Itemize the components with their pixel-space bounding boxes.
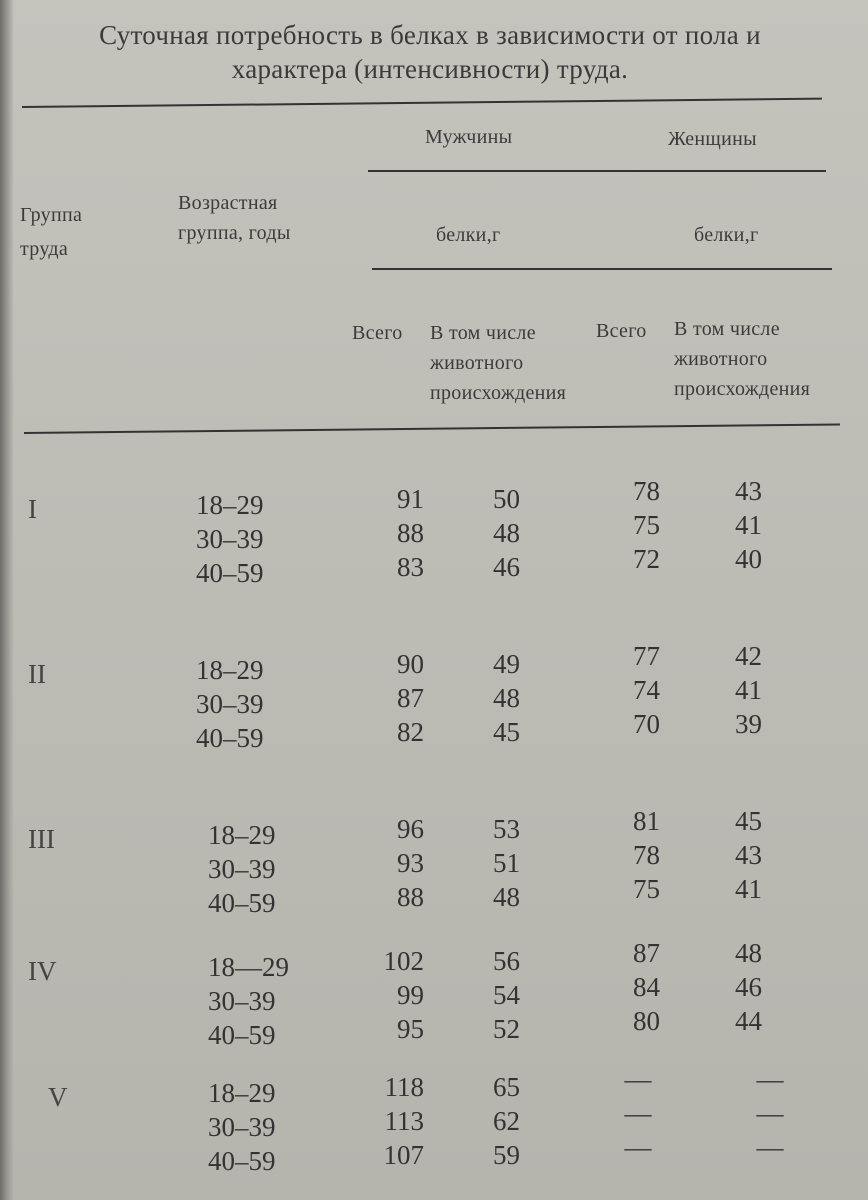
sex-rule	[368, 170, 826, 172]
header-group: Группа труда	[20, 204, 83, 260]
women-total-value: —	[624, 1064, 652, 1094]
age-range: 18–29	[196, 655, 264, 685]
women-total-value: 72	[633, 544, 660, 574]
age-range: 30–39	[196, 524, 264, 554]
women-animal-value: 45	[735, 806, 762, 836]
women-animal-value: 41	[735, 510, 762, 540]
women-animal-value: 46	[735, 972, 762, 1002]
women-animal-value: 48	[735, 938, 762, 968]
header-men-animal: В том числе животного происхождения	[430, 322, 567, 404]
women-animal-value: 42	[735, 641, 762, 671]
top-rule	[22, 98, 822, 108]
age-range: 18–29	[208, 820, 276, 850]
age-range: 18–29	[196, 490, 264, 520]
men-total-value: 99	[397, 980, 424, 1010]
header-age: Возрастная группа, годы	[178, 192, 291, 244]
women-animal-value: 40	[735, 544, 762, 574]
men-animal-value: 56	[493, 946, 520, 976]
women-animal-value: 43	[735, 476, 762, 506]
age-range: 40–59	[196, 558, 264, 588]
men-total-value: 113	[384, 1106, 424, 1136]
women-animal-value: —	[756, 1132, 784, 1162]
title-line-2: характера (интенсивности) труда.	[231, 54, 629, 84]
men-total-value: 95	[397, 1014, 424, 1044]
men-total-value: 82	[397, 717, 424, 747]
women-animal-value: —	[756, 1064, 784, 1094]
men-animal-value: 52	[493, 1014, 520, 1044]
header-bottom-rule	[24, 423, 840, 434]
age-range: 40–59	[208, 1146, 276, 1176]
women-total-value: 81	[633, 806, 660, 836]
men-total-value: 93	[397, 848, 424, 878]
women-total-value: —	[624, 1098, 652, 1128]
women-animal-value: 41	[735, 675, 762, 705]
men-total-value: 87	[397, 683, 424, 713]
women-total-value: 75	[633, 874, 660, 904]
men-animal-value: 50	[493, 484, 520, 514]
age-range: 40–59	[208, 888, 276, 918]
men-total-value: 90	[397, 649, 424, 679]
age-range: 30–39	[208, 1112, 276, 1142]
header-women-total: Всего	[596, 320, 647, 342]
women-total-value: 74	[633, 675, 660, 705]
women-total-value: 77	[633, 641, 660, 671]
men-animal-value: 45	[493, 717, 520, 747]
men-animal-value: 48	[493, 882, 520, 912]
group-label: II	[28, 659, 46, 689]
group-label: III	[28, 824, 55, 854]
age-range: 30–39	[208, 986, 276, 1016]
men-animal-value: 48	[493, 683, 520, 713]
women-total-value: 70	[633, 709, 660, 739]
age-range: 18–29	[208, 1078, 276, 1108]
table-title	[30, 18, 830, 86]
header-women-animal: В том числе животного происхождения	[674, 318, 811, 400]
men-animal-value: 62	[493, 1106, 520, 1136]
unit-rule	[372, 268, 832, 270]
women-animal-value: —	[756, 1098, 784, 1128]
women-total-value: —	[624, 1132, 652, 1162]
age-range: 40–59	[196, 723, 264, 753]
men-total-value: 107	[383, 1140, 424, 1170]
women-total-value: 78	[633, 840, 660, 870]
header-men-total: Всего	[352, 322, 403, 344]
men-animal-value: 51	[493, 848, 520, 878]
age-range: 18—29	[208, 952, 289, 982]
header-men-unit: белки,г	[436, 224, 501, 246]
men-total-value: 96	[397, 814, 424, 844]
men-animal-value: 49	[493, 649, 520, 679]
women-total-value: 75	[633, 510, 660, 540]
women-animal-value: 41	[735, 874, 762, 904]
women-total-value: 78	[633, 476, 660, 506]
group-label: V	[48, 1082, 68, 1112]
men-animal-value: 65	[493, 1072, 520, 1102]
women-animal-value: 39	[735, 709, 762, 739]
header-women: Женщины	[668, 128, 757, 150]
men-total-value: 118	[384, 1072, 424, 1102]
book-spine-shadow	[0, 0, 14, 1200]
men-total-value: 83	[397, 552, 424, 582]
men-total-value: 102	[383, 946, 424, 976]
header-women-unit: белки,г	[694, 224, 759, 246]
age-range: 30–39	[196, 689, 264, 719]
women-total-value: 80	[633, 1006, 660, 1036]
title-line-1: Суточная потребность в белках в зависимости от пола и	[99, 20, 761, 50]
men-animal-value: 54	[493, 980, 520, 1010]
men-animal-value: 53	[493, 814, 520, 844]
men-total-value: 88	[397, 518, 424, 548]
age-range: 30–39	[208, 854, 276, 884]
men-animal-value: 46	[493, 552, 520, 582]
group-label: IV	[28, 956, 57, 986]
women-animal-value: 43	[735, 840, 762, 870]
women-animal-value: 44	[735, 1006, 762, 1036]
men-animal-value: 48	[493, 518, 520, 548]
men-total-value: 91	[397, 484, 424, 514]
group-label: I	[28, 494, 37, 524]
men-animal-value: 59	[493, 1140, 520, 1170]
women-total-value: 84	[633, 972, 660, 1002]
header-men: Мужчины	[425, 126, 513, 148]
women-total-value: 87	[633, 938, 660, 968]
men-total-value: 88	[397, 882, 424, 912]
age-range: 40–59	[208, 1020, 276, 1050]
